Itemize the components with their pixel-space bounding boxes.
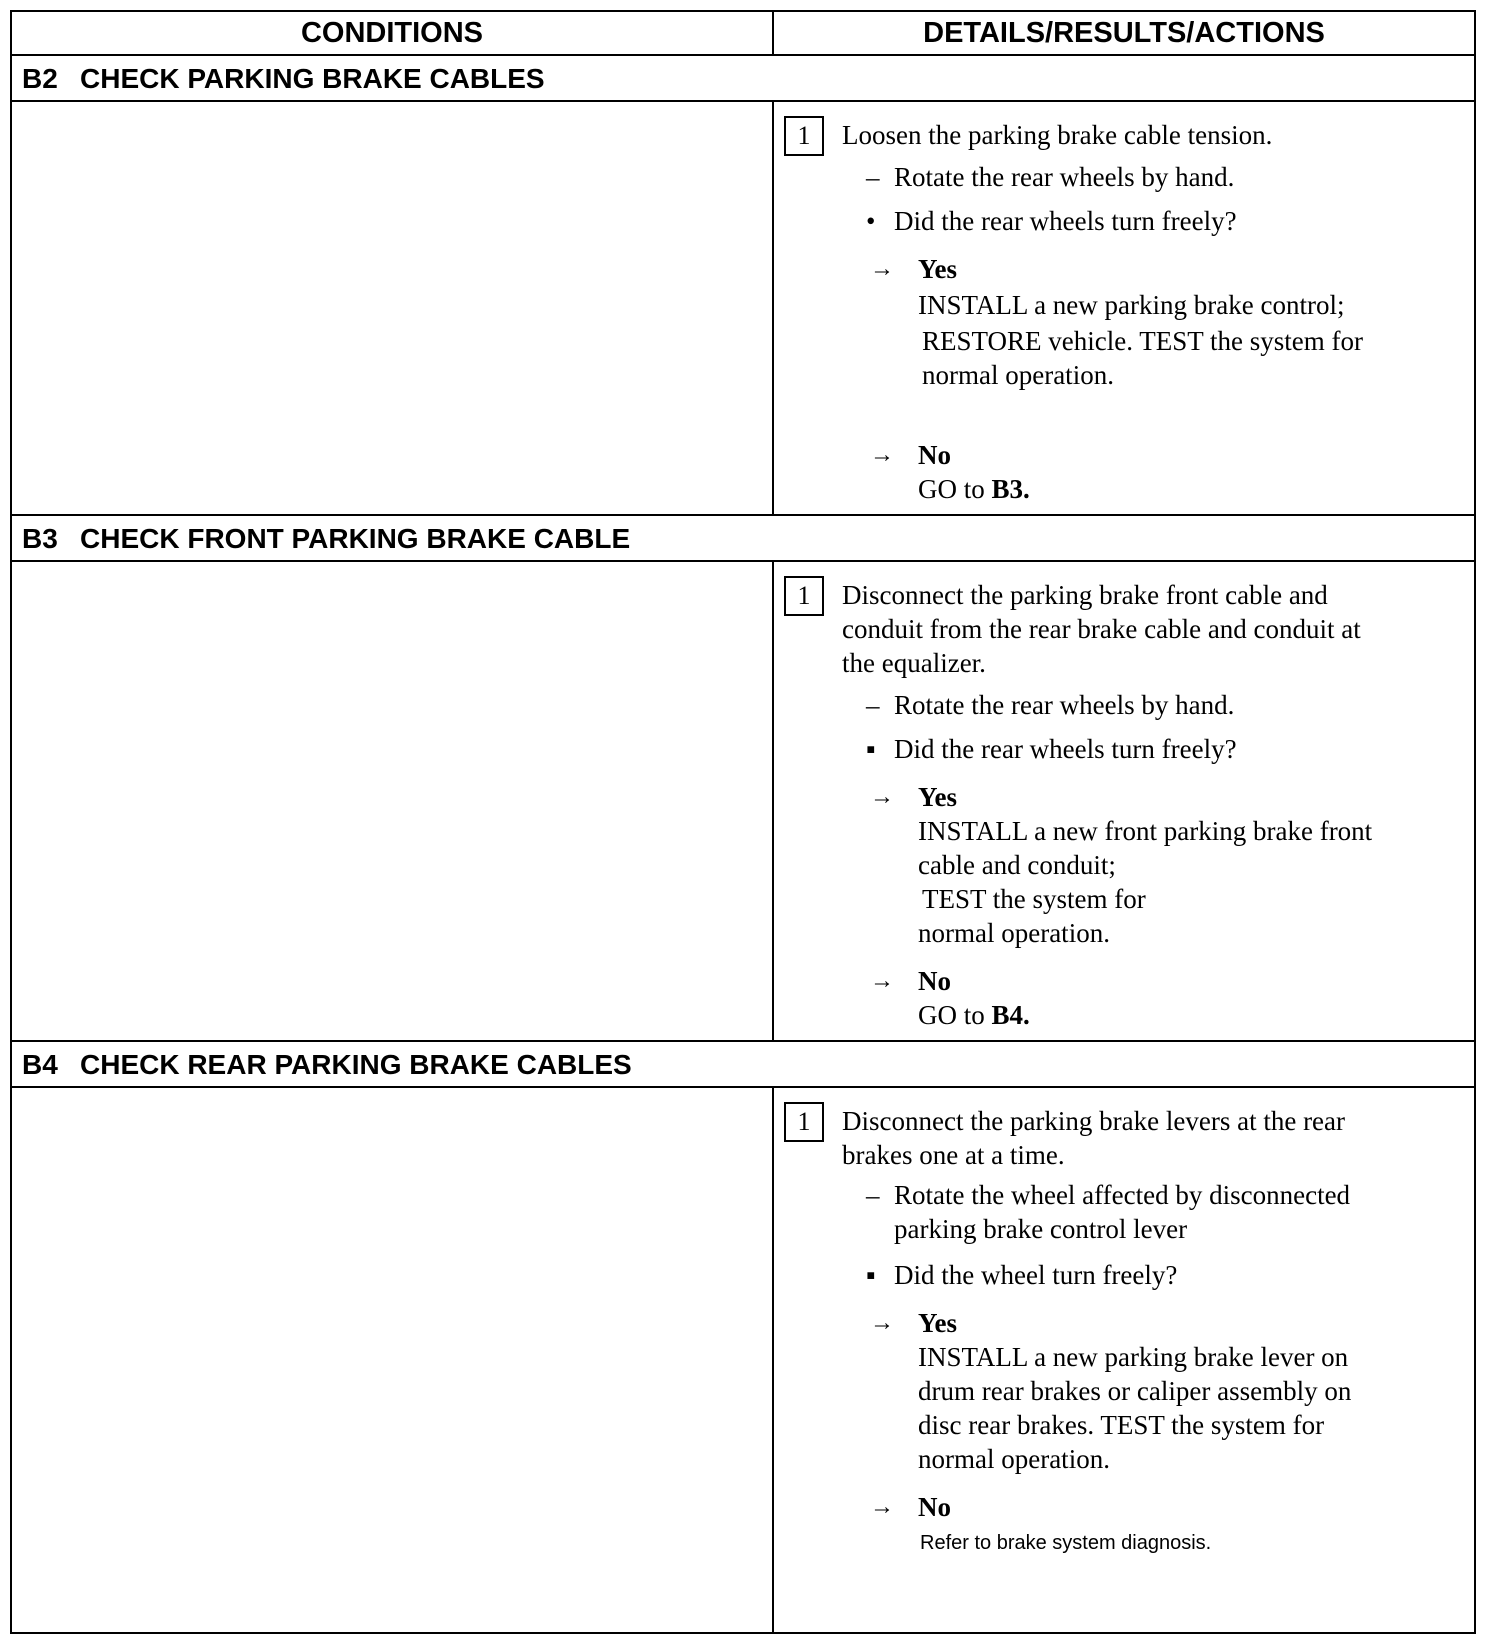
yes-label: Yes <box>918 254 957 284</box>
yes-label: Yes <box>918 1308 957 1338</box>
step-number-box: 1 <box>784 576 824 616</box>
section-title-text: CHECK FRONT PARKING BRAKE CABLE <box>80 523 631 554</box>
bullet-marker: ▪ <box>866 734 876 764</box>
dash-line: Rotate the wheel affected by disconnected <box>894 1180 1351 1210</box>
step-number-box: 1 <box>784 116 824 156</box>
yes-text-line: TEST the system for <box>922 884 1146 914</box>
conditions-cell <box>12 102 774 514</box>
bullet-marker: ▪ <box>866 1260 876 1290</box>
section-body-b3 <box>12 562 1474 1042</box>
no-text-line: Refer to brake system diagnosis. <box>920 1532 1212 1554</box>
section-code: B3 <box>22 523 58 554</box>
section-title-text: CHECK REAR PARKING BRAKE CABLES <box>80 1049 632 1080</box>
instruction-line: Loosen the parking brake cable tension. <box>842 120 1273 150</box>
dash-marker: – <box>866 690 880 720</box>
right-arrow-icon: → <box>870 256 894 282</box>
section-title-b2 <box>12 56 1474 102</box>
right-arrow-icon: → <box>870 784 894 810</box>
dash-line: Rotate the rear wheels by hand. <box>894 690 1235 720</box>
instruction-line: Disconnect the parking brake front cable and <box>842 580 1328 610</box>
instruction-line: the equalizer. <box>842 648 986 678</box>
conditions-header: CONDITIONS <box>12 12 774 54</box>
instruction-line: brakes one at a time. <box>842 1140 1065 1170</box>
section-body-b4 <box>12 1088 1474 1632</box>
conditions-cell <box>12 1088 774 1632</box>
table-header <box>12 12 1474 56</box>
section-title-b3 <box>12 516 1474 562</box>
details-cell <box>774 102 1474 514</box>
yes-text-line: RESTORE vehicle. TEST the system for <box>922 326 1363 356</box>
yes-text-line: cable and conduit; <box>918 850 1116 880</box>
no-text-line <box>918 472 1030 506</box>
details-cell <box>774 1088 1474 1632</box>
no-text-prefix: GO to <box>918 1000 992 1030</box>
no-text-prefix: GO to <box>918 474 992 504</box>
yes-text-line: INSTALL a new front parking brake front <box>918 816 1373 846</box>
instruction-line: Disconnect the parking brake levers at the rear <box>842 1106 1346 1136</box>
bullet-marker: • <box>866 206 876 236</box>
yes-text-line: INSTALL a new parking brake lever on <box>918 1342 1349 1372</box>
no-label: No <box>918 1492 951 1522</box>
dash-marker: – <box>866 1180 880 1210</box>
yes-label: Yes <box>918 782 957 812</box>
question-line: Did the rear wheels turn freely? <box>894 206 1237 236</box>
right-arrow-icon: → <box>870 442 894 468</box>
section-code: B4 <box>22 1049 58 1080</box>
details-cell <box>774 562 1474 1040</box>
yes-text-line: drum rear brakes or caliper assembly on <box>918 1376 1352 1406</box>
step-number-box: 1 <box>784 1102 824 1142</box>
section-title-b4 <box>12 1042 1474 1088</box>
dash-marker: – <box>866 162 880 192</box>
yes-text-line: disc rear brakes. TEST the system for <box>918 1410 1325 1440</box>
section-title-text: CHECK PARKING BRAKE CABLES <box>80 63 545 94</box>
section-code: B2 <box>22 63 58 94</box>
section-body-b2 <box>12 102 1474 516</box>
dash-line: parking brake control lever <box>894 1214 1188 1244</box>
diagnostic-table <box>10 10 1476 1634</box>
details-header: DETAILS/RESULTS/ACTIONS <box>923 17 1325 49</box>
question-line: Did the wheel turn freely? <box>894 1260 1178 1290</box>
right-arrow-icon: → <box>870 1310 894 1336</box>
yes-text-line: normal operation. <box>918 918 1110 948</box>
no-text-line <box>918 998 1030 1032</box>
instruction-line: conduit from the rear brake cable and conduit at <box>842 614 1361 644</box>
yes-text-line: normal operation. <box>918 1444 1110 1474</box>
right-arrow-icon: → <box>870 1494 894 1520</box>
right-arrow-icon: → <box>870 968 894 994</box>
no-label: No <box>918 440 951 470</box>
dash-line: Rotate the rear wheels by hand. <box>894 162 1235 192</box>
question-line: Did the rear wheels turn freely? <box>894 734 1237 764</box>
yes-text-line: normal operation. <box>922 360 1114 390</box>
conditions-cell <box>12 562 774 1040</box>
goto-ref: B3. <box>991 474 1030 504</box>
no-label: No <box>918 966 951 996</box>
goto-ref: B4. <box>991 1000 1030 1030</box>
yes-text-line: INSTALL a new parking brake control; <box>918 290 1345 320</box>
